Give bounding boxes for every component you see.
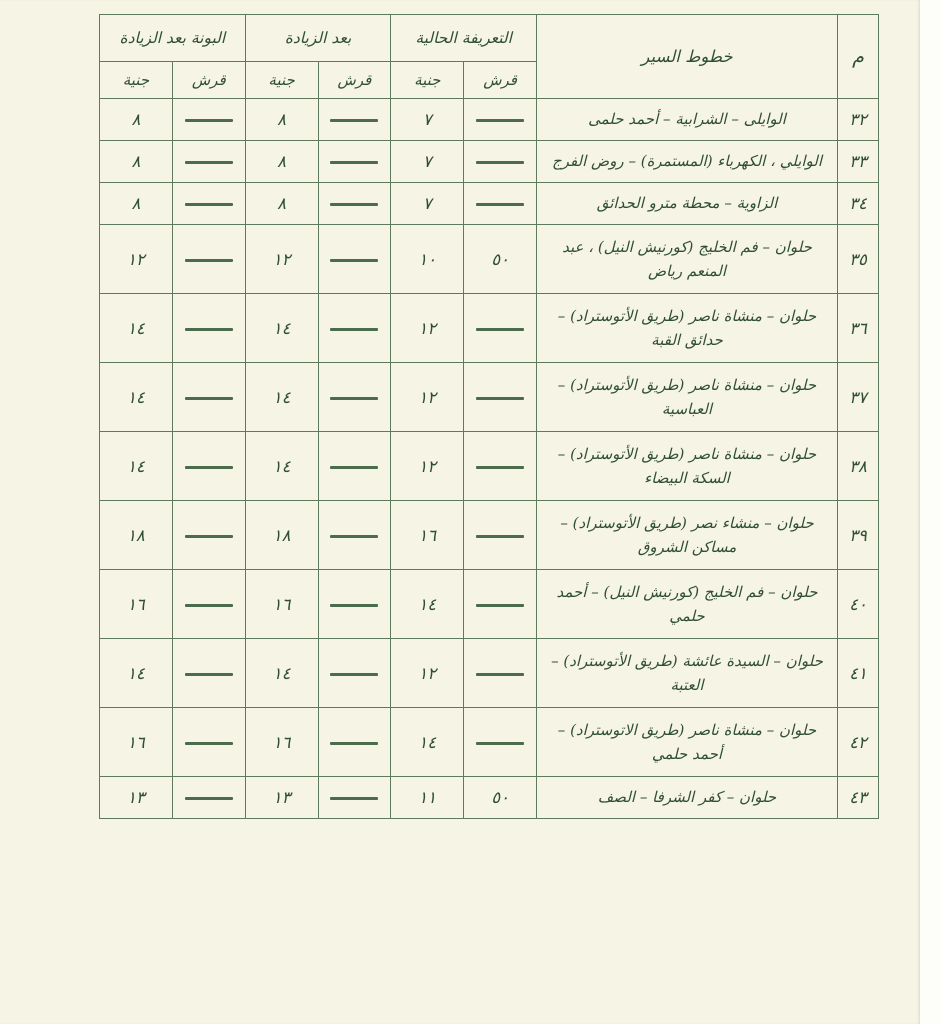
cell-serial-number: ٣٣ [838,141,879,183]
table-header [100,15,879,99]
table-row [100,183,879,225]
header-current-piaster: قرش [464,62,537,99]
cell-bonus-piaster [172,294,245,363]
nil-dash-mark [330,259,378,262]
cell-current-piaster [464,708,537,777]
cell-route-line: حلوان – كفر الشرفا – الصف [537,777,838,819]
cell-bonus-pound: ٨ [100,99,173,141]
nil-dash-mark [185,328,233,331]
nil-dash-mark [185,203,233,206]
table-row [100,501,879,570]
nil-dash-mark [185,535,233,538]
cell-current-piaster: ٥٠ [464,777,537,819]
table-row [100,777,879,819]
cell-bonus-pound: ١٣ [100,777,173,819]
cell-route-line: حلوان – منشاء نصر (طريق الأتوستراد) – مساكن الشروق [537,501,838,570]
header-bonus-piaster: قرش [172,62,245,99]
cell-bonus-pound: ١٢ [100,225,173,294]
table-row [100,141,879,183]
cell-serial-number: ٤١ [838,639,879,708]
table-row [100,363,879,432]
nil-dash-mark [330,797,378,800]
cell-after-piaster [318,183,391,225]
cell-after-piaster [318,639,391,708]
cell-current-pound: ١٦ [391,501,464,570]
cell-after-pound: ٨ [245,99,318,141]
cell-current-pound: ١٢ [391,639,464,708]
cell-after-piaster [318,777,391,819]
table-row [100,570,879,639]
page-right-edge [920,0,941,1024]
cell-after-pound: ١٤ [245,294,318,363]
header-group-current-tariff: التعريفة الحالية [391,15,537,62]
cell-route-line: حلوان – منشاة ناصر (طريق الاتوستراد) – أحمد حلمي [537,708,838,777]
cell-bonus-piaster [172,432,245,501]
nil-dash-mark [330,161,378,164]
cell-serial-number: ٣٧ [838,363,879,432]
cell-serial-number: ٤٢ [838,708,879,777]
cell-serial-number: ٤٣ [838,777,879,819]
cell-current-piaster [464,432,537,501]
cell-current-pound: ١٠ [391,225,464,294]
cell-bonus-piaster [172,141,245,183]
cell-current-piaster [464,570,537,639]
cell-current-pound: ١٢ [391,294,464,363]
cell-current-piaster [464,183,537,225]
header-group-bonus-after-increase: البونة بعد الزيادة [100,15,246,62]
cell-after-pound: ٨ [245,141,318,183]
nil-dash-mark [185,466,233,469]
nil-dash-mark [185,604,233,607]
header-group-after-increase: بعد الزيادة [245,15,391,62]
nil-dash-mark [185,397,233,400]
nil-dash-mark [476,203,524,206]
nil-dash-mark [185,797,233,800]
cell-route-line: حلوان – منشاة ناصر (طريق الأتوستراد) – حدائق القبة [537,294,838,363]
cell-current-piaster [464,363,537,432]
nil-dash-mark [476,328,524,331]
nil-dash-mark [185,259,233,262]
cell-serial-number: ٣٦ [838,294,879,363]
cell-serial-number: ٣٤ [838,183,879,225]
cell-bonus-piaster [172,363,245,432]
cell-bonus-piaster [172,639,245,708]
cell-bonus-pound: ٨ [100,183,173,225]
cell-route-line: الزاوية – محطة مترو الحدائق [537,183,838,225]
nil-dash-mark [330,673,378,676]
nil-dash-mark [330,203,378,206]
table-row [100,99,879,141]
cell-after-pound: ١٦ [245,570,318,639]
cell-route-line: الوايلي ، الكهرباء (المستمرة) – روض الفرج [537,141,838,183]
nil-dash-mark [185,161,233,164]
cell-current-piaster [464,501,537,570]
cell-after-pound: ١٤ [245,639,318,708]
cell-bonus-piaster [172,183,245,225]
cell-route-line: حلوان – السيدة عائشة (طريق الأتوستراد) – العتبة [537,639,838,708]
nil-dash-mark [330,397,378,400]
cell-current-pound: ١٢ [391,363,464,432]
cell-after-piaster [318,432,391,501]
nil-dash-mark [330,119,378,122]
cell-bonus-pound: ١٤ [100,639,173,708]
nil-dash-mark [476,466,524,469]
cell-current-pound: ٧ [391,141,464,183]
cell-bonus-piaster [172,225,245,294]
header-route-lines: خطوط السير [537,15,838,99]
header-serial-number: م [838,15,879,99]
cell-current-piaster [464,141,537,183]
nil-dash-mark [185,742,233,745]
cell-current-pound: ١١ [391,777,464,819]
cell-bonus-pound: ١٨ [100,501,173,570]
cell-bonus-piaster [172,777,245,819]
cell-bonus-pound: ١٦ [100,708,173,777]
nil-dash-mark [185,673,233,676]
cell-after-piaster [318,99,391,141]
cell-current-piaster [464,294,537,363]
table-row [100,294,879,363]
nil-dash-mark [330,742,378,745]
cell-bonus-piaster [172,708,245,777]
cell-bonus-piaster [172,501,245,570]
nil-dash-mark [476,161,524,164]
cell-route-line: حلوان – منشاة ناصر (طريق الأتوستراد) – السكة البيضاء [537,432,838,501]
nil-dash-mark [330,466,378,469]
cell-bonus-pound: ١٤ [100,432,173,501]
cell-current-piaster [464,639,537,708]
cell-current-pound: ٧ [391,99,464,141]
cell-after-piaster [318,141,391,183]
header-after-pound: جنية [245,62,318,99]
table-body [100,99,879,819]
cell-after-pound: ١٦ [245,708,318,777]
table-row [100,639,879,708]
cell-current-pound: ١٤ [391,708,464,777]
cell-bonus-pound: ١٤ [100,363,173,432]
nil-dash-mark [476,673,524,676]
nil-dash-mark [330,328,378,331]
nil-dash-mark [330,535,378,538]
header-current-pound: جنية [391,62,464,99]
cell-after-pound: ١٤ [245,432,318,501]
cell-after-piaster [318,708,391,777]
nil-dash-mark [476,742,524,745]
nil-dash-mark [476,535,524,538]
table-row [100,225,879,294]
cell-after-piaster [318,225,391,294]
cell-route-line: حلوان – فم الخليج (كورنيش النيل) – أحمد حلمي [537,570,838,639]
cell-serial-number: ٣٨ [838,432,879,501]
header-bonus-pound: جنية [100,62,173,99]
cell-bonus-pound: ٨ [100,141,173,183]
cell-after-piaster [318,570,391,639]
cell-after-piaster [318,501,391,570]
cell-current-piaster [464,99,537,141]
cell-serial-number: ٣٩ [838,501,879,570]
nil-dash-mark [330,604,378,607]
cell-route-line: حلوان – فم الخليج (كورنيش النيل) ، عبد المنعم رياض [537,225,838,294]
transport-tariff-table [99,14,879,819]
cell-route-line: الوايلى – الشرابية – أحمد حلمى [537,99,838,141]
cell-bonus-pound: ١٤ [100,294,173,363]
cell-route-line: حلوان – منشاة ناصر (طريق الأتوستراد) – العباسية [537,363,838,432]
table-row [100,432,879,501]
nil-dash-mark [476,397,524,400]
cell-bonus-pound: ١٦ [100,570,173,639]
cell-current-piaster: ٥٠ [464,225,537,294]
cell-serial-number: ٤٠ [838,570,879,639]
cell-current-pound: ١٤ [391,570,464,639]
cell-serial-number: ٣٢ [838,99,879,141]
cell-after-pound: ١٢ [245,225,318,294]
cell-after-piaster [318,363,391,432]
cell-after-pound: ١٨ [245,501,318,570]
cell-bonus-piaster [172,570,245,639]
nil-dash-mark [185,119,233,122]
cell-after-piaster [318,294,391,363]
cell-after-pound: ٨ [245,183,318,225]
nil-dash-mark [476,119,524,122]
cell-current-pound: ٧ [391,183,464,225]
table-row [100,708,879,777]
cell-after-pound: ١٤ [245,363,318,432]
header-after-piaster: قرش [318,62,391,99]
cell-bonus-piaster [172,99,245,141]
nil-dash-mark [476,604,524,607]
header-group-row [100,15,879,62]
cell-after-pound: ١٣ [245,777,318,819]
cell-serial-number: ٣٥ [838,225,879,294]
cell-current-pound: ١٢ [391,432,464,501]
